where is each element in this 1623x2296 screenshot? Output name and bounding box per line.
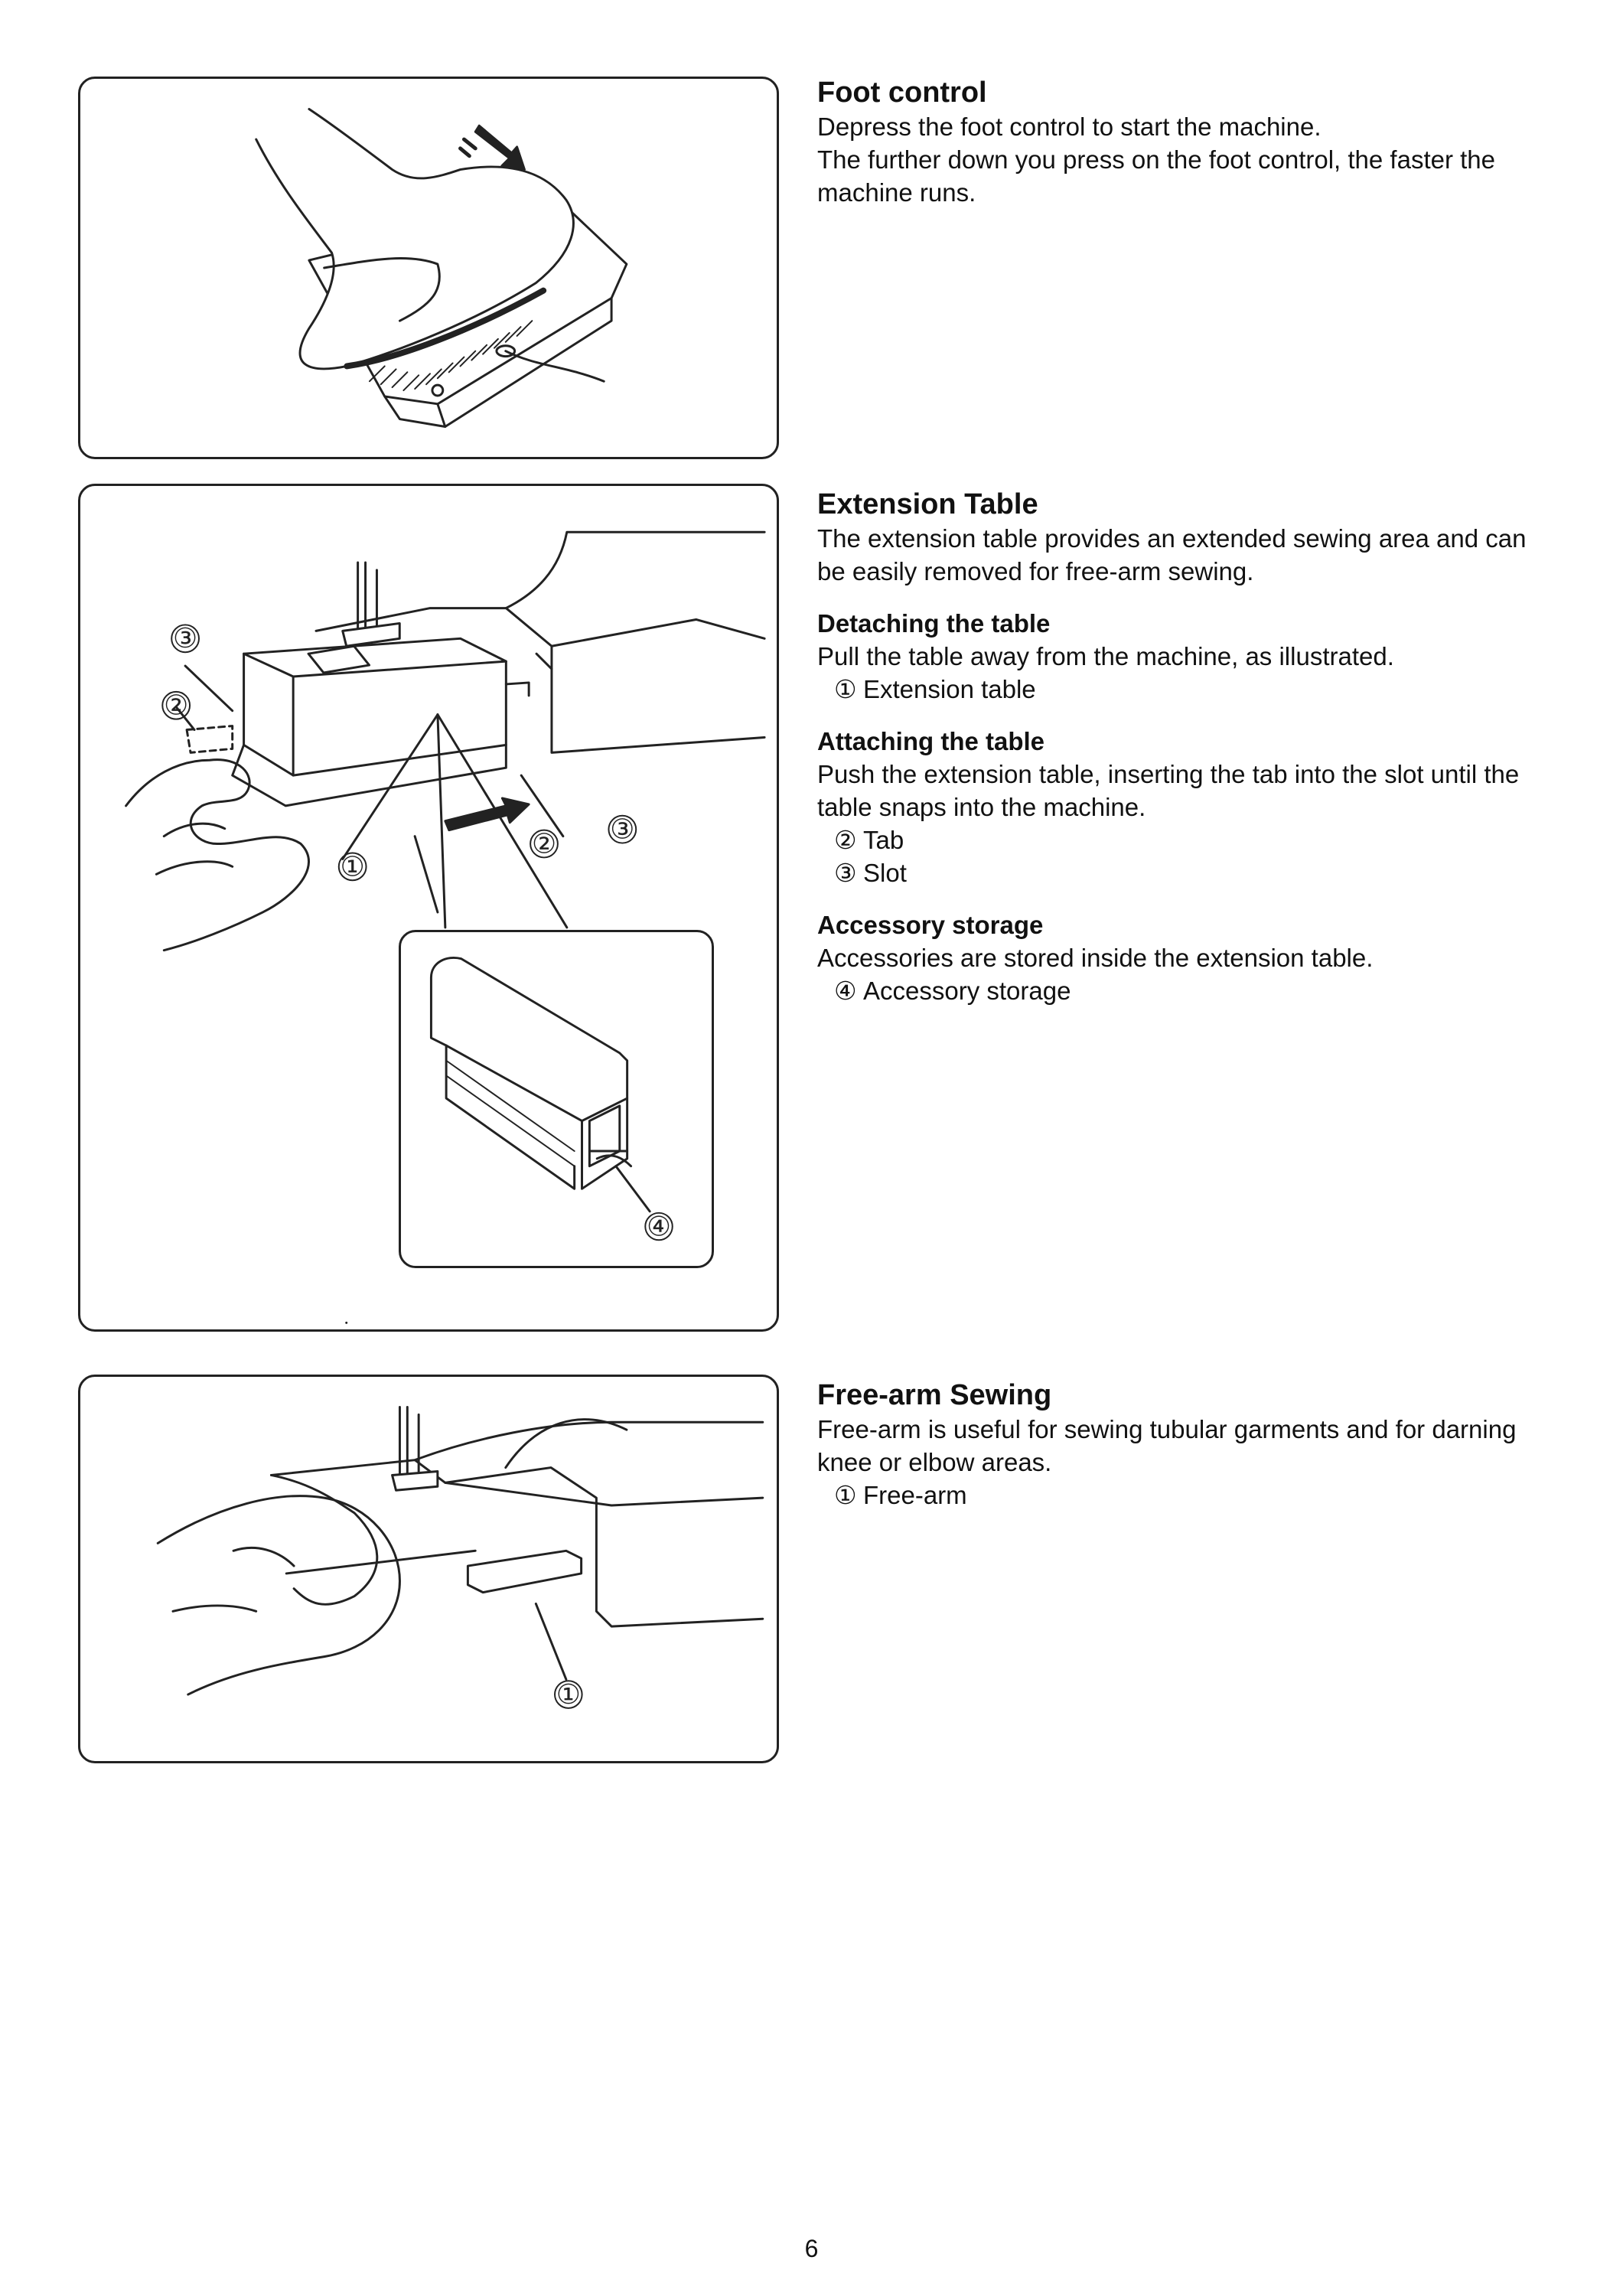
accessory-storage-inset bbox=[399, 930, 714, 1268]
callout-1: ① bbox=[340, 851, 365, 883]
page-number: 6 bbox=[804, 2235, 819, 2262]
item-label: Accessory storage bbox=[863, 977, 1071, 1005]
callout-4: ④ bbox=[647, 1211, 671, 1243]
item-label: Extension table bbox=[863, 675, 1036, 703]
detaching-item-1 bbox=[817, 673, 1552, 706]
callout-2-right: ② bbox=[531, 828, 557, 860]
foot-control-paragraph-2: The further down you press on the foot control, the faster the machine runs. bbox=[817, 145, 1496, 207]
attaching-item-1 bbox=[817, 823, 1552, 856]
callout-3-right: ③ bbox=[610, 814, 635, 846]
item-label: Slot bbox=[863, 859, 907, 887]
item-label: Free-arm bbox=[863, 1481, 967, 1509]
item-number: ① bbox=[834, 675, 857, 703]
free-arm-text: Free-arm is useful for sewing tubular garments and for darning knee or elbow areas. bbox=[817, 1415, 1517, 1476]
attaching-title: Attaching the table bbox=[817, 727, 1045, 755]
item-number: ① bbox=[834, 1481, 857, 1509]
free-arm-drawing bbox=[80, 1377, 777, 1761]
attaching-item-2 bbox=[817, 856, 1552, 889]
extension-table-illustration bbox=[78, 484, 779, 1332]
item-number: ④ bbox=[834, 977, 857, 1005]
extension-table-intro: The extension table provides an extended sewing area and can be easily removed for free-arm sewing. bbox=[817, 524, 1527, 585]
foot-control-illustration bbox=[78, 77, 779, 459]
callout-3-left: ③ bbox=[173, 623, 198, 655]
item-label: Tab bbox=[863, 826, 904, 854]
detaching-text: Pull the table away from the machine, as illustrated. bbox=[817, 642, 1394, 670]
foot-control-paragraph-1: Depress the foot control to start the machine. bbox=[817, 113, 1322, 141]
free-arm-illustration bbox=[78, 1375, 779, 1763]
extension-table-section bbox=[817, 487, 1552, 1007]
attaching-text: Push the extension table, inserting the tab into the slot until the table snaps into the machine. bbox=[817, 760, 1520, 821]
free-arm-title: Free-arm Sewing bbox=[817, 1379, 1052, 1411]
foot-control-title: Foot control bbox=[817, 77, 987, 109]
accessory-storage-drawing bbox=[401, 932, 712, 1266]
foot-control-drawing bbox=[80, 79, 777, 457]
item-number: ③ bbox=[834, 859, 857, 887]
extension-table-title: Extension Table bbox=[817, 488, 1038, 520]
free-arm-section bbox=[817, 1378, 1552, 1512]
detaching-title: Detaching the table bbox=[817, 609, 1051, 638]
callout-2-left: ② bbox=[164, 690, 189, 722]
storage-item-1 bbox=[817, 974, 1552, 1007]
callout-free-arm: ① bbox=[556, 1678, 581, 1711]
item-number: ② bbox=[834, 826, 857, 854]
storage-title: Accessory storage bbox=[817, 911, 1044, 939]
foot-control-section bbox=[817, 75, 1552, 209]
storage-text: Accessories are stored inside the extension table. bbox=[817, 944, 1374, 972]
free-arm-item-1 bbox=[817, 1479, 1552, 1512]
